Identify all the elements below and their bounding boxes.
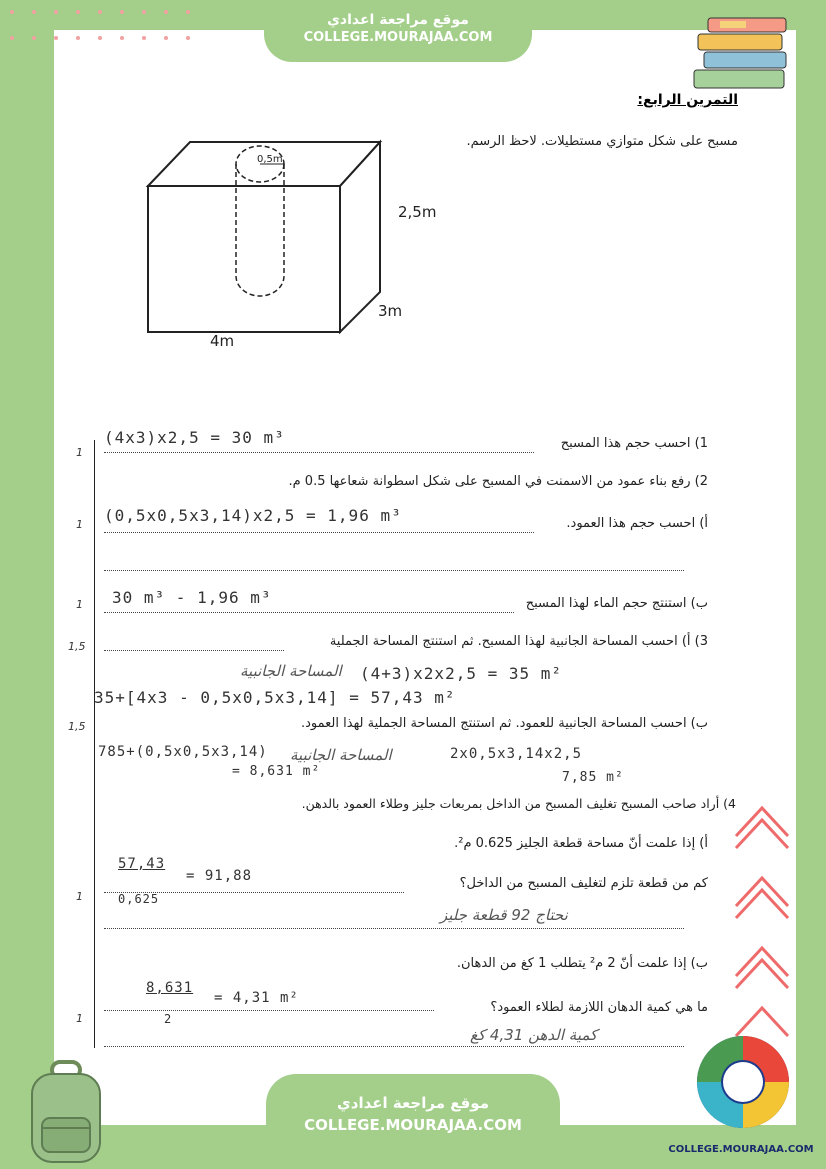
exercise-title: التمرين الرابع: bbox=[637, 92, 738, 108]
answer-line bbox=[104, 532, 534, 533]
margin-mark: 1,5 bbox=[68, 640, 86, 653]
question-4b: ب) إذا علمت أنّ 2 م² يتطلب 1 كغ من الدهان. bbox=[456, 956, 708, 971]
pool-figure bbox=[140, 136, 410, 346]
answer-3b-2: 2x0,5x3,14x2,5 bbox=[450, 746, 583, 762]
footer-site-ar: موقع مراجعة اعدادي bbox=[337, 1094, 489, 1112]
answer-3a-1: (4+3)x2x2,5 = 35 m² bbox=[360, 664, 563, 683]
decorative-dots bbox=[10, 10, 210, 50]
logo-text[interactable]: COLLEGE.MOURAJAA.COM bbox=[668, 1144, 814, 1155]
margin-mark: 1 bbox=[76, 518, 83, 531]
depth-label: 3m bbox=[378, 302, 403, 320]
answer-line bbox=[104, 892, 404, 893]
margin-mark: 1 bbox=[76, 446, 83, 459]
question-1: 1) احسب حجم هذا المسبح bbox=[560, 436, 708, 451]
margin-rule bbox=[94, 440, 95, 1048]
backpack-icon bbox=[18, 1058, 114, 1168]
answer-line bbox=[104, 1010, 434, 1011]
answer-line bbox=[104, 452, 534, 453]
answer-line bbox=[104, 612, 514, 613]
footer-banner[interactable] bbox=[266, 1074, 560, 1152]
answer-line bbox=[104, 650, 284, 651]
frame-right bbox=[796, 0, 826, 1169]
question-4b2: ما هي كمية الدهان اللازمة لطلاء العمود؟ bbox=[490, 1000, 708, 1015]
question-2: 2) رفع بناء عمود من الاسمنت في المسبح على شكل اسطوانة شعاعها 0.5 م. bbox=[288, 474, 708, 489]
answer-3b-4: 7,85 m² bbox=[562, 770, 624, 785]
books-icon bbox=[690, 14, 802, 94]
question-3b: ب) احسب المساحة الجانبية للعمود. ثم استنتج المساحة الجملية لهذا العمود. bbox=[301, 716, 708, 731]
header-banner[interactable] bbox=[264, 6, 532, 62]
answer-4a-words: نحتاج 92 قطعة جليز bbox=[440, 906, 568, 924]
answer-4a-num: 57,43 bbox=[118, 856, 166, 872]
answer-4a-den: 0,625 bbox=[118, 892, 160, 906]
header-site-en[interactable]: COLLEGE.MOURAJAA.COM bbox=[303, 30, 493, 45]
margin-mark: 1,5 bbox=[68, 720, 86, 733]
question-3a: 3) أ) احسب المساحة الجانبية لهذا المسبح. ثم استنتج المساحة الجملية bbox=[329, 634, 708, 649]
width-label: 4m bbox=[210, 332, 235, 350]
answer-line bbox=[104, 928, 684, 929]
exercise-intro: مسبح على شكل متوازي مستطيلات. لاحظ الرسم. bbox=[466, 134, 738, 149]
chevron-decoration-icon bbox=[732, 790, 792, 1050]
answer-2a: (0,5x0,5x3,14)x2,5 = 1,96 m³ bbox=[104, 506, 402, 525]
question-4a2: كم من قطعة تلزم لتغليف المسبح من الداخل؟ bbox=[459, 876, 708, 891]
question-4: 4) أراد صاحب المسبح تغليف المسبح من الداخل بمربعات جليز وطلاء العمود بالدهن. bbox=[301, 796, 736, 811]
site-logo-icon[interactable] bbox=[694, 1020, 792, 1140]
question-2a: أ) احسب حجم هذا العمود. bbox=[566, 516, 708, 531]
answer-3a-label: المساحة الجانبية bbox=[240, 662, 342, 680]
answer-3b-1: 785+(0,5x0,5x3,14) bbox=[98, 744, 268, 760]
header-site-ar: موقع مراجعة اعدادي bbox=[327, 12, 469, 28]
answer-4b-num: 8,631 bbox=[146, 980, 194, 996]
answer-4b-words: كمية الدهن 4,31 كغ bbox=[470, 1026, 598, 1044]
margin-mark: 1 bbox=[76, 598, 83, 611]
answer-1: (4x3)x2,5 = 30 m³ bbox=[104, 428, 285, 447]
answer-2b: 30 m³ - 1,96 m³ bbox=[112, 588, 272, 607]
margin-mark: 1 bbox=[76, 890, 83, 903]
answer-4a-result: = 91,88 bbox=[186, 868, 253, 884]
answer-line bbox=[104, 1046, 684, 1047]
question-4a: أ) إذا علمت أنّ مساحة قطعة الجليز 0.625 م². bbox=[454, 836, 708, 851]
margin-mark: 1 bbox=[76, 1012, 83, 1025]
answer-3b-3: = 8,631 m² bbox=[232, 764, 321, 779]
answer-3b-label: المساحة الجانبية bbox=[290, 746, 392, 764]
footer-site-en[interactable]: COLLEGE.MOURAJAA.COM bbox=[304, 1116, 522, 1134]
question-2b: ب) استنتج حجم الماء لهذا المسبح bbox=[525, 596, 708, 611]
answer-line bbox=[104, 570, 684, 571]
height-label: 2,5m bbox=[398, 203, 437, 221]
radius-label: 0,5m bbox=[257, 154, 283, 165]
answer-4b-result: = 4,31 m² bbox=[214, 990, 299, 1006]
answer-4b-den: 2 bbox=[164, 1012, 173, 1026]
answer-3a-2: 35+[4x3 - 0,5x0,5x3,14] = 57,43 m² bbox=[94, 688, 456, 707]
frame-left bbox=[0, 0, 54, 1169]
